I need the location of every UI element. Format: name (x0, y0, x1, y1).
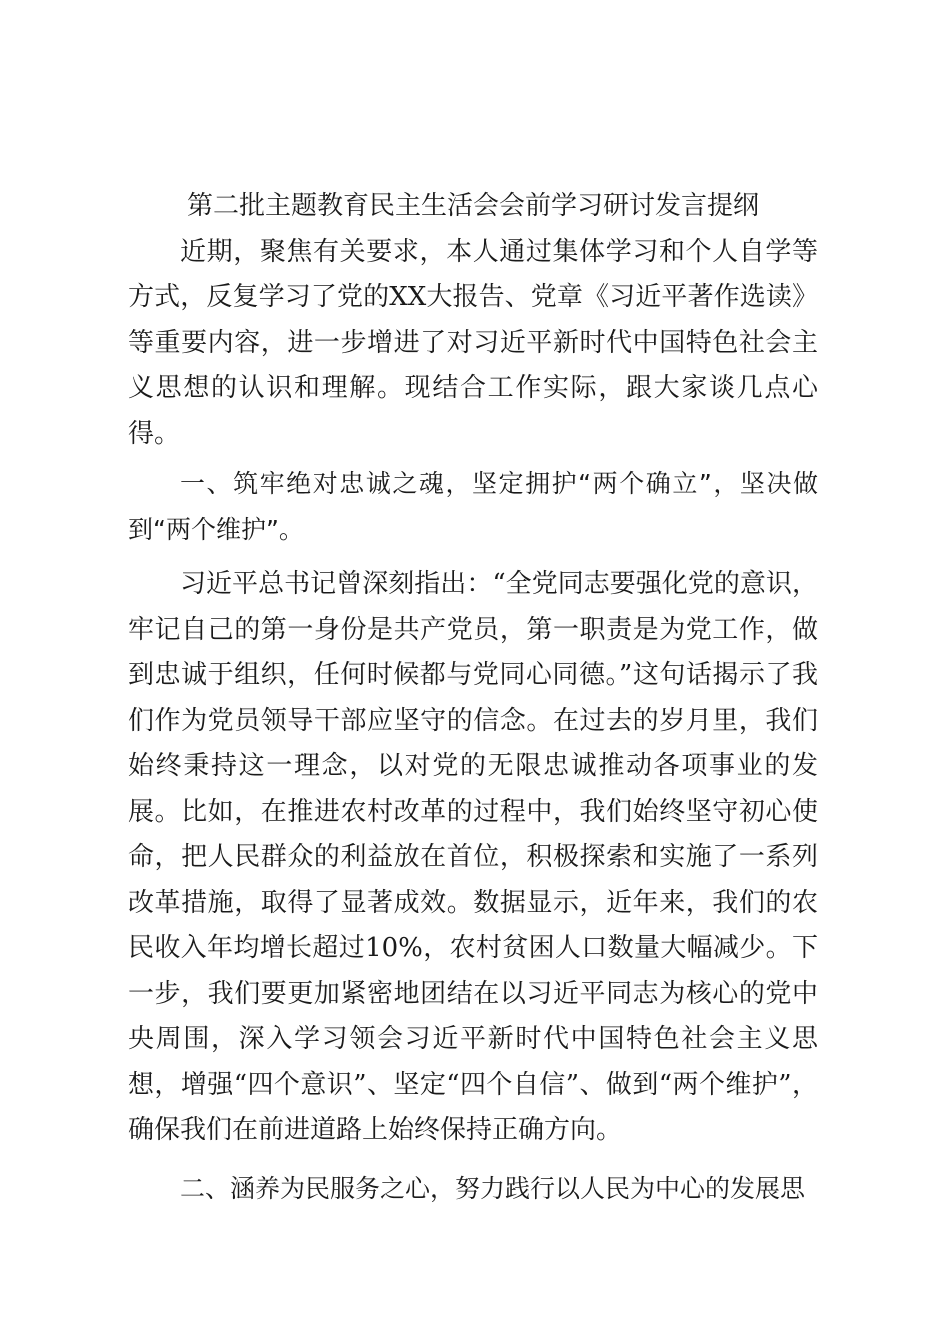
document-title: 第二批主题教育民主生活会会前学习研讨发言提纲 (186, 191, 759, 221)
intro-paragraph: 近期，聚焦有关要求，本人通过集体学习和个人自学等方式，反复学习了党的XX大报告、党章《习近平著作选读》等重要内容，进一步增进了对习近平新时代中国特色社会主义思想的认识和理解。现结合工作实际，跟大家谈几点心得。 (128, 236, 818, 449)
document-body (128, 184, 818, 1211)
section-2-heading: 二、涵养为民服务之心，努力践行以人民为中心的发展思 (180, 1173, 806, 1203)
section-1-paragraph: 习近平总书记曾深刻指出：“全党同志要强化党的意识，牢记自己的第一身份是共产党员，第一职责是为党工作，做到忠诚于组织，任何时候都与党同心同德。”这句话揭示了我们作为党员领导干部应坚守的信念。在过去的岁月里，我们始终秉持这一理念，以对党的无限忠诚推动各项事业的发展。比如，在推进农村改革的过程中，我们始终坚守初心使命，把人民群众的利益放在首位，积极探索和实施了一系列改革措施，取得了显著成效。数据显示，近年来，我们的农民收入年均增长超过10%，农村贫困人口数量大幅减少。下一步，我们要更加紧密地团结在以习近平同志为核心的党中央周围，深入学习领会习近平新时代中国特色社会主义思想，增强“四个意识”、坚定“四个自信”、做到“两个维护”，确保我们在前进道路上始终保持正确方向。 (128, 569, 818, 1145)
section-1-heading: 一、筑牢绝对忠诚之魂，坚定拥护“两个确立”，坚决做到“两个维护”。 (128, 469, 818, 544)
